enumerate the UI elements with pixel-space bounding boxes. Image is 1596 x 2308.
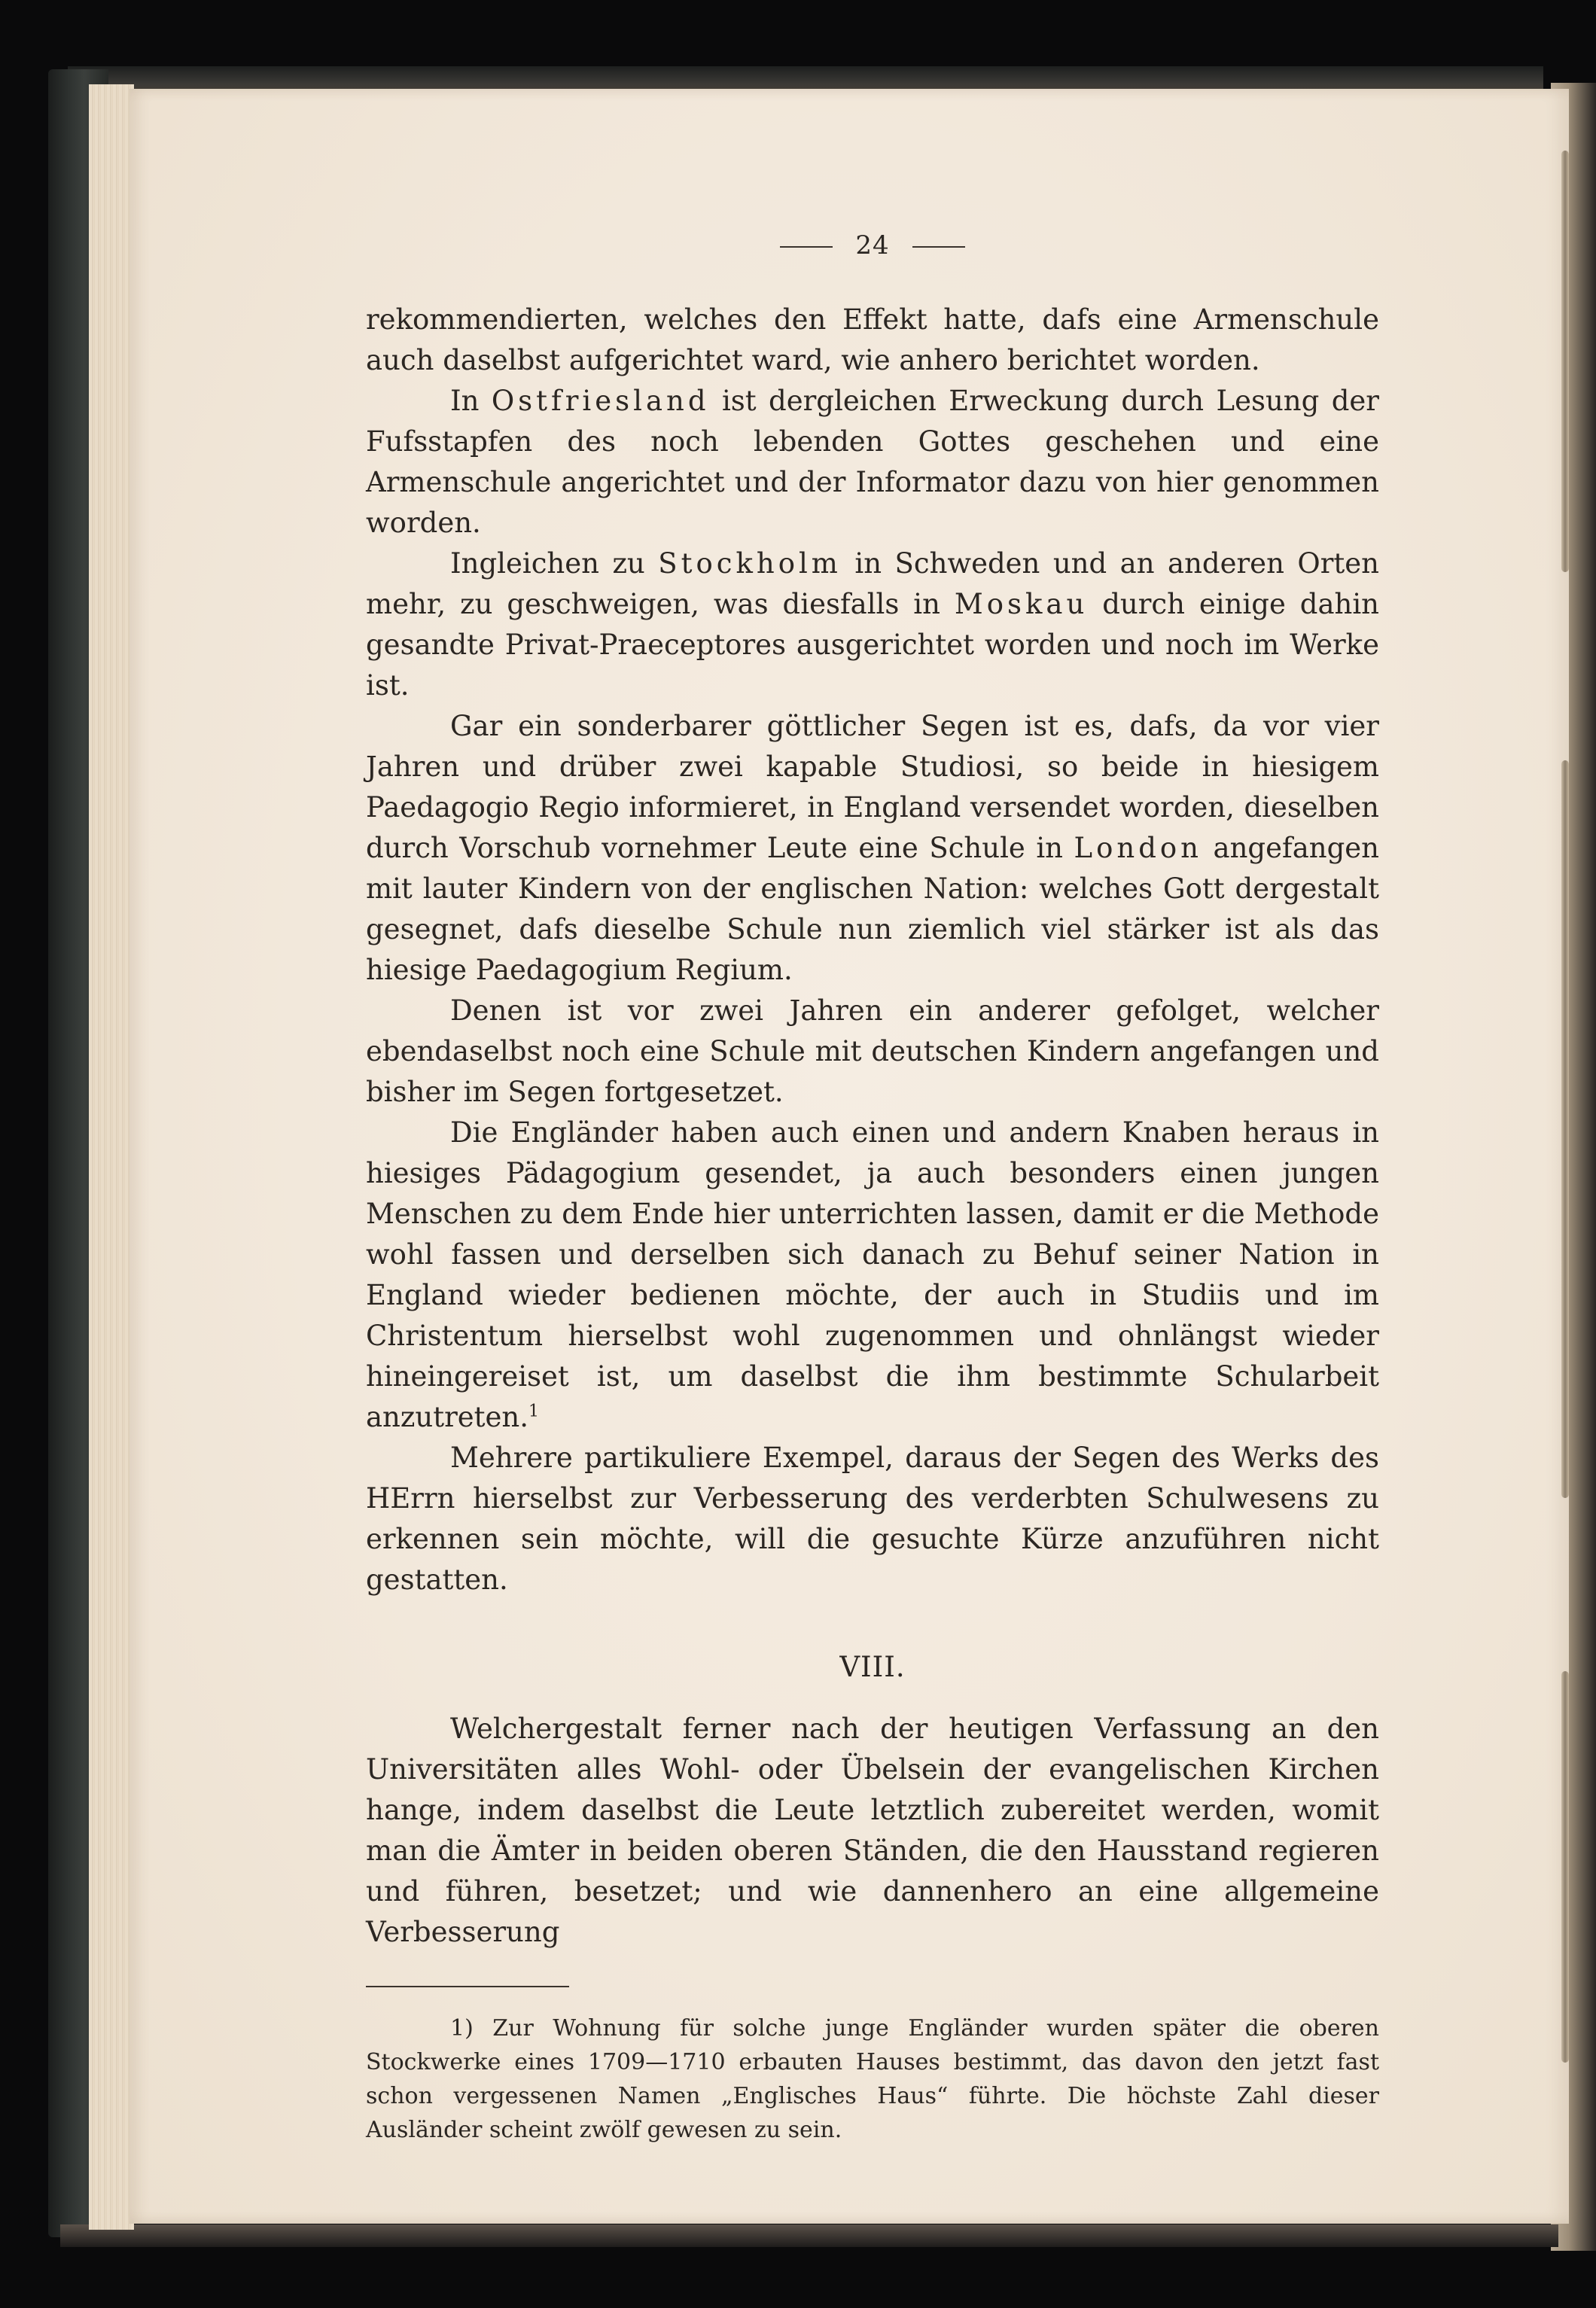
- page-text: [366, 223, 1379, 2147]
- place-name-moskau: Moskau: [954, 588, 1089, 620]
- paragraph-london: [366, 706, 1379, 991]
- text-run: Gar ein sonderbarer göttlicher Segen ist es, dafs, da vor vier Jahren und drüber zwei kapable Studiosi, so beide in hiesigem Paedagogio Regio informieret, in England versendet worden, dieselben durch Vorschub vornehmer Leute eine Schule in: [366, 710, 1379, 864]
- binding-thread: [1561, 760, 1569, 1498]
- paragraph-ostfriesland: [366, 381, 1379, 544]
- text-run: ist dergleichen Erweckung durch Lesung der Fufsstapfen des noch lebenden Gottes geschehen und eine Armenschule angerichtet und der Informator dazu von hier genommen worden.: [366, 385, 1379, 539]
- book-cover-bottom-edge: [60, 2224, 1558, 2247]
- page-number-line: [366, 223, 1379, 268]
- place-name-london: London: [1074, 832, 1202, 864]
- paragraph-denen: Denen ist vor zwei Jahren ein anderer gefolget, welcher ebendaselbst noch eine Schule mit deutschen Kindern angefangen und bisher im Segen fortgesetzet.: [366, 994, 1379, 1108]
- footnote-reference: 1: [528, 1402, 540, 1421]
- paragraph-englaender: [366, 1113, 1379, 1438]
- page-stack-edge: [89, 84, 134, 2230]
- paragraph-continuation: rekommendierten, welches den Effekt hatte, dafs eine Armenschule auch daselbst aufgerichtet ward, wie anhero berichtet worden.: [366, 303, 1379, 376]
- footnote-text: 1) Zur Wohnung für solche junge Engländer wurden später die oberen Stockwerke eines 1709—1710 erbauten Hauses bestimmt, das davon den jetzt fast schon vergessenen Namen „Englisches Haus“ führte. Die höchste Zahl dieser Ausländer scheint zwölf gewesen zu sein.: [366, 2015, 1379, 2143]
- page-number-dash-left: [780, 246, 833, 248]
- place-name-ostfriesland: Ostfriesland: [491, 385, 710, 417]
- page-number-dash-right: [912, 246, 965, 248]
- text-run: In: [450, 385, 492, 417]
- section-heading: VIII.: [839, 1651, 906, 1683]
- text-run: angefangen mit lauter Kindern von der englischen Nation: welches Gott dergestalt gesegnet, dafs dieselbe Schule nun ziemlich viel stärker ist als das hiesige Paedagogium Regium.: [366, 832, 1379, 986]
- paragraph-stockholm: Ingleichen zu Stockholm in Schweden und an anderen Orten mehr, zu geschweigen, was diesfalls in Moskau durch einige dahin gesandte Privat-Praeceptores ausgerichtet worden und noch im Werke ist.: [366, 547, 1379, 702]
- binding-thread: [1561, 151, 1569, 572]
- paragraph-exempel: Mehrere partikuliere Exempel, daraus der Segen des Werks des HErrn hierselbst zur Verbesserung des verderbten Schulwesens zu erkennen sein möchte, will die gesuchte Kürze anzuführen nicht gestatten.: [366, 1442, 1379, 1596]
- footnote-divider: [366, 1986, 569, 1987]
- page-number: 24: [855, 230, 890, 260]
- binding-thread: [1561, 1671, 1569, 2063]
- place-name-stockholm: Stockholm: [658, 547, 842, 580]
- paragraph-section-viii: Welchergestalt ferner nach der heutigen Verfassung an den Universitäten alles Wohl- oder Übelsein der evangelischen Kirchen hange, indem daselbst die Leute letztlich zubereitet werden, womit man die Ämter in beiden oberen Ständen, die den Hausstand regieren und führen, besetzet; und wie dannenhero an eine allgemeine Verbesserung: [366, 1713, 1379, 1948]
- text-run: Die Engländer haben auch einen und andern Knaben heraus in hiesiges Pädagogium gesendet, ja auch besonders einen jungen Menschen zu dem Ende hier unterrichten lassen, damit er die Methode wohl fassen und derselben sich danach zu Behuf seiner Nation in England wieder bedienen möchte, der auch in Studiis und im Christentum hierselbst wohl zugenommen und ohnlängst wieder hineingereiset ist, um daselbst die ihm bestimmte Schularbeit anzutreten.: [366, 1116, 1379, 1433]
